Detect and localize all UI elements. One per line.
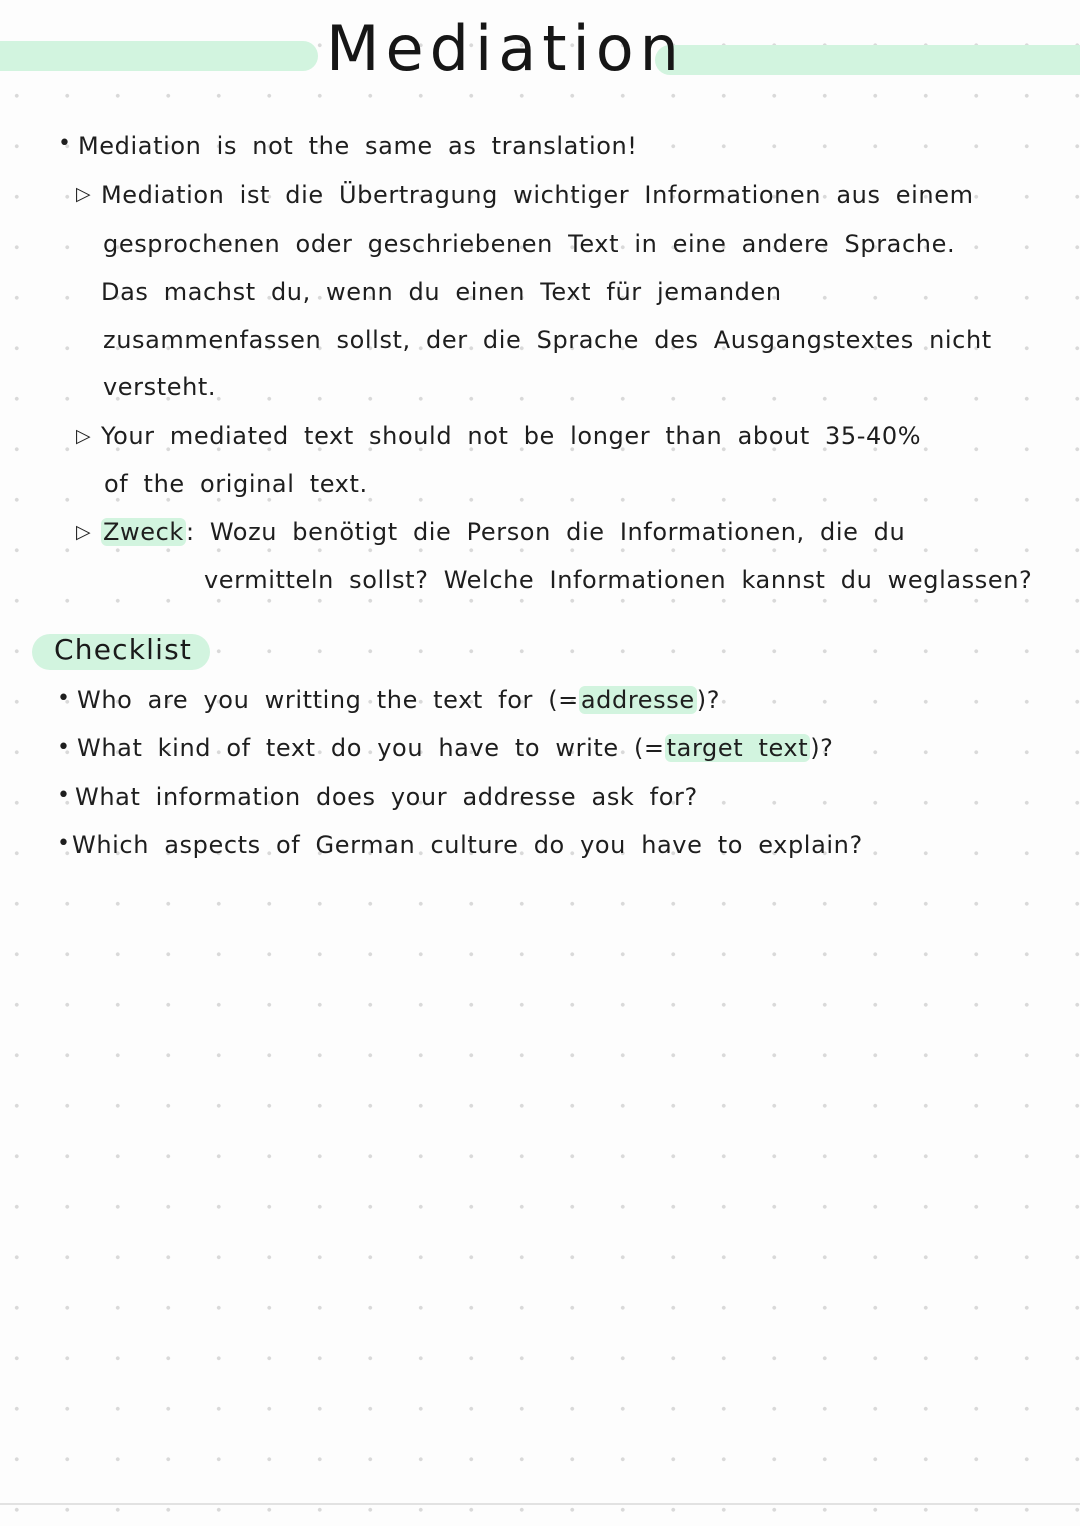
checklist-item-text: What kind of text do you have to write (= bbox=[77, 734, 665, 762]
zweck-colon: : bbox=[185, 518, 195, 546]
bullet-dot-icon: • bbox=[58, 131, 71, 156]
note-line: Das machst du, wenn du einen Text für jemanden bbox=[101, 278, 782, 306]
addresse-highlight: addresse bbox=[580, 686, 695, 714]
zweck-label: Zweck bbox=[103, 518, 184, 546]
page-title: Mediation bbox=[326, 12, 685, 85]
zweck-text: Wozu benötigt die Person die Informationen, die du bbox=[209, 518, 906, 546]
page-bottom-divider bbox=[0, 1503, 1080, 1505]
bullet-dot-icon: • bbox=[57, 686, 70, 711]
title-highlight-left bbox=[0, 41, 318, 71]
checklist-heading: Checklist bbox=[54, 633, 193, 666]
note-line: versteht. bbox=[103, 373, 217, 401]
note-line: of the original text. bbox=[104, 470, 368, 498]
bullet-dot-icon: • bbox=[57, 831, 70, 856]
checklist-item-text: Who are you writting the text for (= bbox=[77, 686, 579, 714]
target-text-highlight: target text bbox=[666, 734, 809, 762]
bullet-dot-icon: • bbox=[57, 735, 70, 760]
checklist-item bbox=[77, 688, 720, 712]
note-line: Mediation is not the same as translation! bbox=[78, 132, 638, 160]
note-line-zweck bbox=[101, 520, 905, 544]
checklist-item-text: )? bbox=[810, 734, 834, 762]
note-line: gesprochenen oder geschriebenen Text in eine andere Sprache. bbox=[103, 230, 956, 258]
triangle-right-outline-icon: ▷ bbox=[76, 425, 91, 447]
triangle-right-outline-icon: ▷ bbox=[76, 183, 91, 205]
note-line: vermitteln sollst? Welche Informationen kannst du weglassen? bbox=[204, 566, 1033, 594]
checklist-item: What information does your addresse ask for? bbox=[75, 783, 698, 811]
checklist-item bbox=[77, 736, 834, 760]
note-line: zusammenfassen sollst, der die Sprache des Ausgangstextes nicht bbox=[103, 326, 992, 354]
checklist-item-text: )? bbox=[696, 686, 721, 714]
triangle-right-outline-icon: ▷ bbox=[76, 521, 91, 543]
bullet-dot-icon: • bbox=[57, 783, 70, 808]
checklist-item: Which aspects of German culture do you have to explain? bbox=[72, 831, 863, 859]
note-line: Your mediated text should not be longer than about 35-40% bbox=[101, 422, 922, 450]
note-line: Mediation ist die Übertragung wichtiger Informationen aus einem bbox=[101, 181, 974, 209]
title-highlight-right bbox=[655, 45, 1080, 75]
